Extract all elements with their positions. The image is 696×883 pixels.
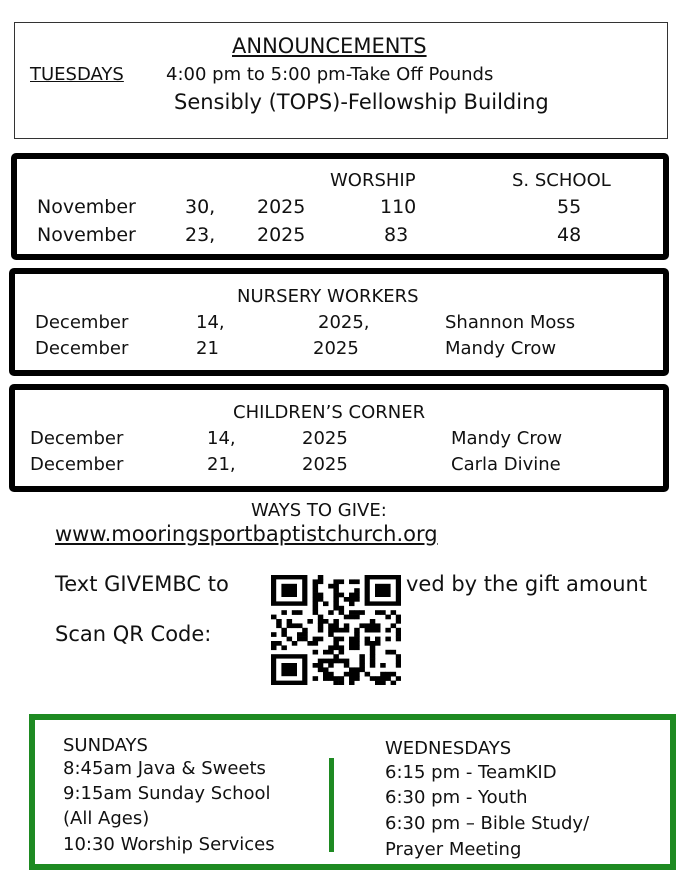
nursery-month: December [35, 312, 129, 333]
nursery-day: 14, [196, 312, 225, 333]
sunday-item: 9:15am Sunday School [63, 783, 271, 804]
children-day: 21, [207, 454, 236, 475]
nursery-day: 21 [196, 338, 219, 359]
school-count: 48 [557, 224, 582, 246]
nursery-year: 2025, [318, 312, 370, 333]
worship-count: 110 [380, 196, 417, 218]
schedule-divider [329, 758, 334, 852]
children-month: December [30, 454, 124, 475]
sunday-item: 8:45am Java & Sweets [63, 758, 266, 779]
qr-code-graphic [271, 575, 401, 685]
nursery-worker-name: Shannon Moss [445, 312, 576, 333]
worship-header: WORSHIP [330, 170, 416, 191]
school-header: S. SCHOOL [512, 170, 611, 191]
children-year: 2025 [302, 454, 348, 475]
nursery-title: NURSERY WORKERS [237, 286, 419, 307]
sunday-item: 10:30 Worship Services [63, 834, 275, 855]
children-month: December [30, 428, 124, 449]
text-give-prefix: Text GIVEMBC to [55, 572, 229, 596]
childrens-corner-title: CHILDREN’S CORNER [233, 402, 426, 423]
tops-line-2: Sensibly (TOPS)-Fellowship Building [174, 90, 549, 114]
attendance-year: 2025 [257, 224, 306, 246]
children-day: 14, [207, 428, 236, 449]
attendance-day: 23, [185, 224, 216, 246]
tuesdays-label: TUESDAYS [30, 64, 124, 85]
qr-code[interactable] [271, 575, 401, 685]
worship-count: 83 [384, 224, 409, 246]
ways-to-give-title: WAYS TO GIVE: [251, 500, 387, 521]
nursery-year: 2025 [313, 338, 359, 359]
sunday-item: (All Ages) [63, 808, 150, 829]
attendance-month: November [37, 224, 136, 246]
tops-line-1: 4:00 pm to 5:00 pm-Take Off Pounds [166, 64, 494, 85]
wednesdays-title: WEDNESDAYS [385, 738, 512, 759]
wednesday-item: 6:30 pm – Bible Study/ [385, 813, 590, 834]
children-worker-name: Mandy Crow [451, 428, 563, 449]
school-count: 55 [557, 196, 582, 218]
text-give-suffix: ved by the gift amount [406, 572, 648, 596]
announcements-title: ANNOUNCEMENTS [232, 34, 427, 58]
scan-qr-label: Scan QR Code: [55, 622, 212, 646]
sundays-title: SUNDAYS [63, 735, 148, 756]
attendance-day: 30, [185, 196, 216, 218]
attendance-month: November [37, 196, 136, 218]
wednesday-item: 6:30 pm - Youth [385, 787, 528, 808]
church-website-link[interactable]: www.mooringsportbaptistchurch.org [55, 522, 438, 546]
nursery-worker-name: Mandy Crow [445, 338, 557, 359]
wednesday-item: 6:15 pm - TeamKID [385, 762, 557, 783]
wednesday-item: Prayer Meeting [385, 839, 522, 860]
children-worker-name: Carla Divine [451, 454, 561, 475]
children-year: 2025 [302, 428, 348, 449]
attendance-year: 2025 [257, 196, 306, 218]
nursery-month: December [35, 338, 129, 359]
